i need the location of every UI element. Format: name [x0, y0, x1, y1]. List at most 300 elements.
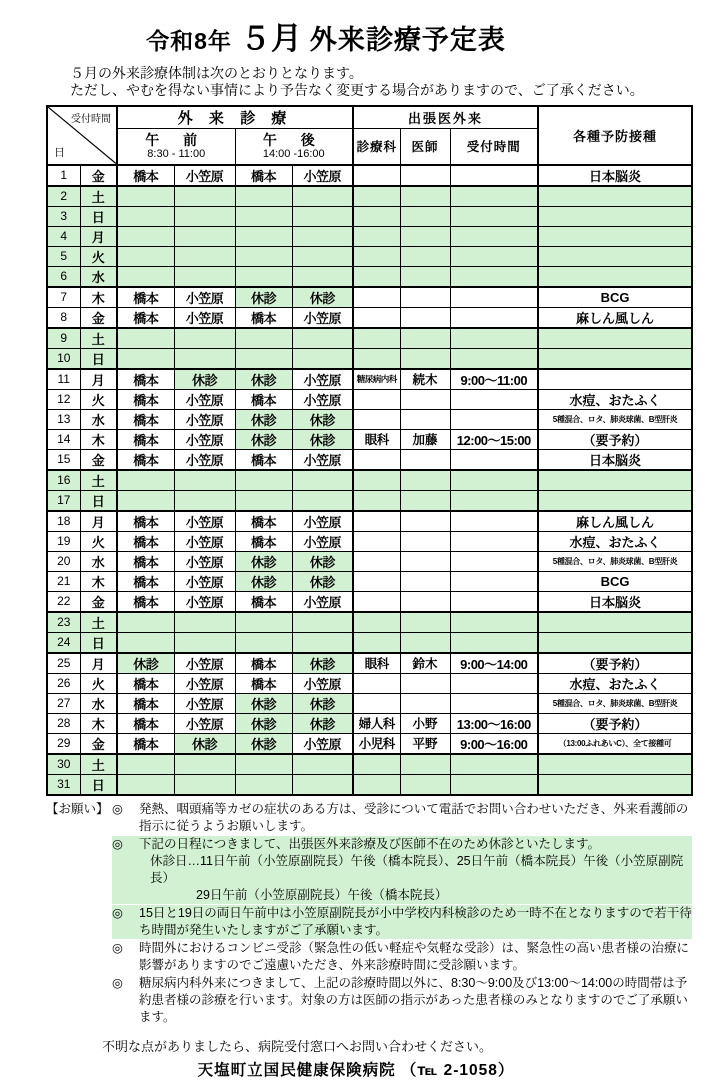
cell-pm1 — [235, 470, 292, 491]
cell-vaccine — [538, 490, 692, 511]
cell-vaccine: 麻しん風しん — [538, 511, 692, 532]
cell-am1 — [117, 774, 174, 795]
cell-am2: 小笠原 — [174, 571, 235, 591]
note-item — [112, 975, 692, 1026]
cell-weekday: 土 — [80, 754, 117, 775]
cell-time — [450, 246, 538, 266]
title-name: 外来診療予定表 — [309, 25, 506, 55]
cell-time — [450, 206, 538, 226]
cell-day: 6 — [47, 266, 80, 287]
cell-time — [450, 531, 538, 551]
cell-pm2 — [292, 754, 353, 775]
table-row — [47, 673, 692, 693]
table-row — [47, 511, 692, 532]
cell-day: 10 — [47, 348, 80, 369]
table-row — [47, 389, 692, 409]
cell-weekday: 水 — [80, 551, 117, 571]
cell-pm1 — [235, 246, 292, 266]
cell-pm2: 休診 — [292, 713, 353, 733]
cell-dept: 糖尿病内科 — [353, 369, 400, 390]
cell-am2: 休診 — [174, 733, 235, 754]
cell-am2: 小笠原 — [174, 429, 235, 449]
cell-weekday: 木 — [80, 713, 117, 733]
header-reception-day-cell — [47, 106, 117, 165]
cell-pm1: 休診 — [235, 693, 292, 713]
table-row — [47, 206, 692, 226]
cell-dept — [353, 409, 400, 429]
cell-am2: 小笠原 — [174, 653, 235, 674]
cell-am2: 小笠原 — [174, 165, 235, 186]
cell-doctor — [400, 287, 450, 308]
cell-doctor — [400, 409, 450, 429]
cell-vaccine: BCG — [538, 571, 692, 591]
cell-time — [450, 287, 538, 308]
cell-day: 5 — [47, 246, 80, 266]
cell-weekday: 月 — [80, 369, 117, 390]
note-bullet: ◎ — [112, 905, 123, 920]
cell-pm1 — [235, 206, 292, 226]
cell-pm1: 休診 — [235, 287, 292, 308]
subtitle-line-1: ５月の外来診療体制は次のとおりとなります。 — [70, 65, 363, 81]
table-row — [47, 266, 692, 287]
cell-doctor — [400, 490, 450, 511]
cell-day: 18 — [47, 511, 80, 532]
cell-time — [450, 673, 538, 693]
cell-vaccine: 水痘、おたふく — [538, 673, 692, 693]
cell-weekday: 木 — [80, 287, 117, 308]
note-item — [112, 940, 692, 974]
table-row — [47, 774, 692, 795]
note-item — [112, 836, 692, 904]
cell-am1: 橋本 — [117, 511, 174, 532]
cell-pm1 — [235, 348, 292, 369]
table-row — [47, 328, 692, 349]
cell-vaccine: 日本脳炎 — [538, 591, 692, 612]
cell-dept — [353, 591, 400, 612]
cell-am1 — [117, 246, 174, 266]
table-row — [47, 470, 692, 491]
page-title — [46, 22, 606, 62]
cell-dept: 眼科 — [353, 653, 400, 674]
cell-doctor — [400, 612, 450, 633]
cell-am2: 小笠原 — [174, 693, 235, 713]
note-line: ◎ 15日と19日の両日午前中は小笠原副院長が小中学校内科検診のため一時不在となりますので若干待ち時間が発生いたしますがご了承願います。 — [112, 905, 692, 937]
cell-weekday: 日 — [80, 632, 117, 653]
cell-day: 29 — [47, 733, 80, 754]
cell-pm2 — [292, 186, 353, 207]
cell-pm2: 休診 — [292, 409, 353, 429]
table-row — [47, 490, 692, 511]
cell-day: 21 — [47, 571, 80, 591]
cell-dept — [353, 328, 400, 349]
cell-dept — [353, 186, 400, 207]
cell-weekday: 月 — [80, 653, 117, 674]
cell-am2 — [174, 774, 235, 795]
cell-day: 3 — [47, 206, 80, 226]
cell-time — [450, 409, 538, 429]
title-month: ５月 — [239, 21, 302, 56]
cell-dept — [353, 551, 400, 571]
cell-weekday: 日 — [80, 490, 117, 511]
cell-am1 — [117, 348, 174, 369]
header-reception-time-label: 受付時間 — [71, 114, 111, 125]
cell-am1: 橋本 — [117, 369, 174, 390]
cell-am2 — [174, 754, 235, 775]
cell-am1: 橋本 — [117, 693, 174, 713]
cell-time — [450, 307, 538, 328]
cell-vaccine: 水痘、おたふく — [538, 389, 692, 409]
header-am-hours: 8:30 - 11:00 — [147, 147, 206, 160]
cell-time — [450, 328, 538, 349]
cell-pm2: 小笠原 — [292, 531, 353, 551]
table-row — [47, 612, 692, 633]
note-bullet: ◎ — [112, 940, 123, 955]
cell-doctor — [400, 328, 450, 349]
cell-am1: 休診 — [117, 653, 174, 674]
cell-vaccine — [538, 369, 692, 390]
cell-time — [450, 774, 538, 795]
cell-weekday: 木 — [80, 429, 117, 449]
cell-time: 9:00～11:00 — [450, 369, 538, 390]
cell-dept — [353, 612, 400, 633]
cell-am2 — [174, 612, 235, 633]
cell-pm1: 橋本 — [235, 531, 292, 551]
cell-day: 27 — [47, 693, 80, 713]
cell-doctor — [400, 226, 450, 246]
cell-doctor — [400, 754, 450, 775]
schedule-body — [47, 165, 692, 795]
cell-time — [450, 571, 538, 591]
cell-pm1: 橋本 — [235, 653, 292, 674]
cell-vaccine — [538, 632, 692, 653]
cell-vaccine — [538, 328, 692, 349]
header-pm-hours: 14:00 -16:00 — [262, 147, 325, 160]
cell-pm2: 小笠原 — [292, 591, 353, 612]
cell-vaccine — [538, 266, 692, 287]
cell-doctor — [400, 449, 450, 470]
cell-dept — [353, 754, 400, 775]
cell-am2: 小笠原 — [174, 511, 235, 532]
title-era: 令和8年 — [146, 28, 232, 54]
cell-dept — [353, 449, 400, 470]
table-row — [47, 186, 692, 207]
cell-pm1 — [235, 266, 292, 287]
cell-am2 — [174, 490, 235, 511]
cell-am1 — [117, 206, 174, 226]
cell-pm1 — [235, 490, 292, 511]
table-row — [47, 307, 692, 328]
cell-pm2: 小笠原 — [292, 449, 353, 470]
cell-day: 20 — [47, 551, 80, 571]
cell-pm2: 小笠原 — [292, 307, 353, 328]
cell-vaccine — [538, 348, 692, 369]
cell-dept — [353, 774, 400, 795]
cell-pm1: 橋本 — [235, 511, 292, 532]
cell-weekday: 土 — [80, 186, 117, 207]
table-row — [47, 693, 692, 713]
cell-time — [450, 266, 538, 287]
cell-time: 9:00～16:00 — [450, 733, 538, 754]
cell-doctor — [400, 348, 450, 369]
cell-pm2: 小笠原 — [292, 733, 353, 754]
cell-time — [450, 511, 538, 532]
cell-am1 — [117, 328, 174, 349]
cell-pm2 — [292, 226, 353, 246]
note-item — [112, 905, 692, 939]
cell-vaccine: 麻しん風しん — [538, 307, 692, 328]
cell-am1 — [117, 632, 174, 653]
cell-am1: 橋本 — [117, 591, 174, 612]
cell-doctor — [400, 591, 450, 612]
note-bullet: ◎ — [112, 801, 123, 816]
cell-dept — [353, 632, 400, 653]
cell-weekday: 金 — [80, 591, 117, 612]
cell-am1 — [117, 226, 174, 246]
cell-vaccine — [538, 754, 692, 775]
cell-doctor — [400, 246, 450, 266]
cell-day: 9 — [47, 328, 80, 349]
cell-pm2 — [292, 632, 353, 653]
cell-weekday: 火 — [80, 673, 117, 693]
cell-weekday: 水 — [80, 693, 117, 713]
note-line: 休診日…11日午前（小笠原副院長）午後（橋本院長）、25日午前（橋本院長）午後（小笠原副院長） — [150, 853, 684, 885]
cell-weekday: 火 — [80, 531, 117, 551]
table-row — [47, 551, 692, 571]
cell-weekday: 火 — [80, 246, 117, 266]
cell-doctor — [400, 531, 450, 551]
cell-am2: 小笠原 — [174, 713, 235, 733]
cell-am1 — [117, 490, 174, 511]
cell-pm2: 小笠原 — [292, 369, 353, 390]
cell-time — [450, 693, 538, 713]
cell-vaccine: 5種混合、ロタ、肺炎球菌、B型肝炎 — [538, 409, 692, 429]
cell-doctor — [400, 693, 450, 713]
cell-dept — [353, 348, 400, 369]
cell-weekday: 水 — [80, 266, 117, 287]
subtitle — [70, 65, 724, 99]
header-outpatient: 外 来 診 療 — [117, 106, 353, 129]
cell-dept — [353, 490, 400, 511]
table-row — [47, 369, 692, 390]
cell-weekday: 日 — [80, 774, 117, 795]
cell-day: 17 — [47, 490, 80, 511]
cell-vaccine — [538, 612, 692, 633]
cell-doctor: 小野 — [400, 713, 450, 733]
cell-vaccine: （要予約） — [538, 429, 692, 449]
table-row — [47, 713, 692, 733]
cell-am1: 橋本 — [117, 449, 174, 470]
table-row — [47, 653, 692, 674]
cell-am2: 小笠原 — [174, 449, 235, 470]
cell-weekday: 金 — [80, 449, 117, 470]
cell-pm1: 橋本 — [235, 673, 292, 693]
cell-am1: 橋本 — [117, 409, 174, 429]
cell-dept — [353, 307, 400, 328]
cell-doctor — [400, 571, 450, 591]
table-row — [47, 754, 692, 775]
header-dept: 診療科 — [353, 129, 400, 165]
cell-day: 4 — [47, 226, 80, 246]
cell-am1: 橋本 — [117, 673, 174, 693]
cell-pm1: 橋本 — [235, 389, 292, 409]
cell-am2 — [174, 246, 235, 266]
cell-time — [450, 754, 538, 775]
cell-pm1: 橋本 — [235, 165, 292, 186]
cell-am2 — [174, 186, 235, 207]
cell-am1: 橋本 — [117, 307, 174, 328]
cell-dept — [353, 266, 400, 287]
cell-pm2: 休診 — [292, 287, 353, 308]
cell-pm2 — [292, 206, 353, 226]
header-pm — [235, 129, 353, 165]
cell-day: 31 — [47, 774, 80, 795]
cell-doctor — [400, 206, 450, 226]
cell-day: 8 — [47, 307, 80, 328]
cell-pm1: 休診 — [235, 409, 292, 429]
cell-am1: 橋本 — [117, 733, 174, 754]
cell-am2: 休診 — [174, 369, 235, 390]
cell-vaccine — [538, 186, 692, 207]
cell-day: 19 — [47, 531, 80, 551]
subtitle-line-2: ただし、やむを得ない事情により予告なく変更する場合がありますので、ご了承ください。 — [70, 82, 644, 98]
cell-day: 15 — [47, 449, 80, 470]
note-bullet: ◎ — [112, 836, 123, 851]
cell-vaccine — [538, 774, 692, 795]
table-row — [47, 531, 692, 551]
cell-vaccine — [538, 470, 692, 491]
cell-vaccine: 5種混合、ロタ、肺炎球菌、B型肝炎 — [538, 551, 692, 571]
cell-pm2 — [292, 266, 353, 287]
cell-am1 — [117, 470, 174, 491]
cell-weekday: 日 — [80, 206, 117, 226]
cell-time: 13:00～16:00 — [450, 713, 538, 733]
cell-weekday: 土 — [80, 612, 117, 633]
header-visiting: 出張医外来 — [353, 106, 538, 129]
cell-am2 — [174, 632, 235, 653]
cell-dept — [353, 246, 400, 266]
table-row — [47, 287, 692, 308]
cell-dept: 眼科 — [353, 429, 400, 449]
table-row — [47, 449, 692, 470]
cell-doctor — [400, 551, 450, 571]
header-am-label: 午 前 — [145, 131, 208, 148]
cell-pm1 — [235, 186, 292, 207]
cell-am2: 小笠原 — [174, 409, 235, 429]
cell-vaccine: 5種混合、ロタ、肺炎球菌、B型肝炎 — [538, 693, 692, 713]
cell-pm2: 小笠原 — [292, 389, 353, 409]
notes-list — [112, 801, 692, 1027]
cell-pm2 — [292, 348, 353, 369]
cell-vaccine — [538, 206, 692, 226]
cell-vaccine: （要予約） — [538, 653, 692, 674]
cell-am2: 小笠原 — [174, 531, 235, 551]
cell-day: 16 — [47, 470, 80, 491]
cell-am1: 橋本 — [117, 531, 174, 551]
note-line: ◎ 下記の日程につきまして、出張医外来診療及び医師不在のため休診といたします。 — [112, 836, 601, 851]
cell-pm2: 休診 — [292, 653, 353, 674]
cell-am1: 橋本 — [117, 287, 174, 308]
cell-pm1 — [235, 612, 292, 633]
cell-vaccine: 日本脳炎 — [538, 165, 692, 186]
notes-section — [46, 801, 724, 1027]
cell-am2: 小笠原 — [174, 307, 235, 328]
cell-dept — [353, 226, 400, 246]
cell-dept — [353, 287, 400, 308]
cell-am1: 橋本 — [117, 713, 174, 733]
cell-dept — [353, 511, 400, 532]
cell-doctor — [400, 165, 450, 186]
cell-weekday: 月 — [80, 511, 117, 532]
cell-am2: 小笠原 — [174, 389, 235, 409]
hospital-name: 天塩町立国民健康保険病院 （℡ 2-1058） — [197, 1061, 515, 1079]
cell-pm2: 休診 — [292, 551, 353, 571]
cell-am2: 小笠原 — [174, 591, 235, 612]
cell-day: 7 — [47, 287, 80, 308]
cell-pm1 — [235, 632, 292, 653]
header-vaccination: 各種予防接種 — [538, 106, 692, 165]
note-item — [112, 801, 692, 835]
cell-pm2: 小笠原 — [292, 165, 353, 186]
cell-time: 12:00～15:00 — [450, 429, 538, 449]
cell-pm2: 休診 — [292, 571, 353, 591]
cell-day: 24 — [47, 632, 80, 653]
cell-am1 — [117, 754, 174, 775]
cell-dept — [353, 165, 400, 186]
cell-pm1: 橋本 — [235, 449, 292, 470]
cell-weekday: 火 — [80, 389, 117, 409]
cell-vaccine: （13:00ふれあいC）、全て接種可 — [538, 733, 692, 754]
table-row — [47, 246, 692, 266]
schedule-table — [46, 105, 693, 796]
cell-pm2: 休診 — [292, 693, 353, 713]
cell-am2 — [174, 470, 235, 491]
cell-doctor: 鈴木 — [400, 653, 450, 674]
cell-doctor — [400, 470, 450, 491]
cell-doctor — [400, 673, 450, 693]
cell-time — [450, 632, 538, 653]
cell-day: 1 — [47, 165, 80, 186]
cell-vaccine: 水痘、おたふく — [538, 531, 692, 551]
cell-pm2: 小笠原 — [292, 511, 353, 532]
cell-time — [450, 186, 538, 207]
cell-pm2 — [292, 490, 353, 511]
cell-pm1: 休診 — [235, 551, 292, 571]
cell-pm1 — [235, 226, 292, 246]
cell-doctor — [400, 186, 450, 207]
cell-vaccine — [538, 226, 692, 246]
cell-pm1: 休診 — [235, 429, 292, 449]
cell-time: 9:00～14:00 — [450, 653, 538, 674]
cell-doctor: 続木 — [400, 369, 450, 390]
note-bullet: ◎ — [112, 975, 123, 990]
cell-time — [450, 389, 538, 409]
cell-am1 — [117, 186, 174, 207]
cell-dept — [353, 693, 400, 713]
cell-am2 — [174, 348, 235, 369]
cell-vaccine: BCG — [538, 287, 692, 308]
cell-pm1: 休診 — [235, 571, 292, 591]
cell-dept — [353, 571, 400, 591]
cell-dept — [353, 206, 400, 226]
cell-dept — [353, 389, 400, 409]
table-row — [47, 409, 692, 429]
cell-doctor — [400, 307, 450, 328]
table-row — [47, 733, 692, 754]
cell-am2: 小笠原 — [174, 551, 235, 571]
cell-pm2 — [292, 612, 353, 633]
cell-doctor — [400, 511, 450, 532]
cell-dept — [353, 531, 400, 551]
